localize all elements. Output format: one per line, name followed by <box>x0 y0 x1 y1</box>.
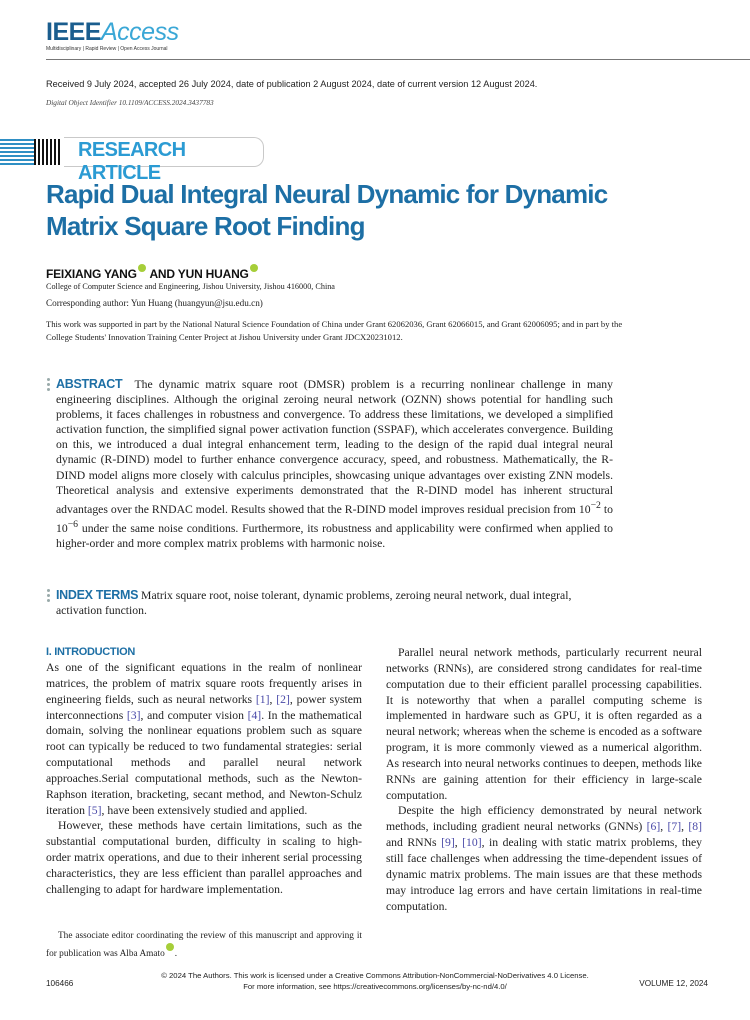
text: , in dealing with static matrix problems, they still face challenges when addressing the time-dependent issues of dynamic matrix problems. The main issues are that these methods may introduce lag errors and have certain limitations in real-time computation. <box>386 836 703 913</box>
license-line: © 2024 The Authors. This work is licensed under a Creative Commons Attribution-NonCommercial-NoDerivatives 4.0 License. <box>161 971 589 980</box>
text: . In the mathematical domain, solving the nonlinear equations problem such as square root can typically be reduced to two fundamental strategies: serial computational methods and parallel neural network approaches.Serial computational methods, such as the Newton-Raphson iteration, bracketing, secant method, and Newton-Schulz iteration <box>46 708 362 817</box>
journal-tagline: Multidisciplinary | Rapid Review | Open Access Journal <box>46 46 168 52</box>
orcid-icon[interactable] <box>250 264 258 272</box>
article-type-label: RESEARCH ARTICLE <box>78 139 186 184</box>
text: , have been extensively studied and applied. <box>101 803 308 817</box>
text: , and computer vision <box>140 708 248 722</box>
index-terms-dots-decoration <box>47 589 50 604</box>
article-type-banner <box>0 137 265 184</box>
citation-link[interactable]: [5] <box>87 803 102 817</box>
header-rule <box>46 59 750 60</box>
page-number: 106466 <box>46 979 74 988</box>
citation-link[interactable]: [7] <box>667 820 682 834</box>
column-right <box>386 645 702 914</box>
author-connector: AND <box>149 267 175 281</box>
text: Despite the high efficiency demonstrated by neural network methods, including gradient neural networks (GNNs) <box>386 804 702 834</box>
index-terms-label: INDEX TERMS <box>56 588 139 602</box>
index-terms-text: Matrix square root, noise tolerant, dynamic problems, zeroing neural network, dual integral, activation function. <box>56 589 572 618</box>
citation-link[interactable]: [8] <box>688 820 703 834</box>
doi[interactable]: Digital Object Identifier 10.1109/ACCESS.2024.3437783 <box>46 98 214 107</box>
citation-link[interactable]: [1] <box>255 692 270 706</box>
abstract-text: The dynamic matrix square root (DMSR) problem is a recurring nonlinear challenge in many engineering disciplines. Although the original zeroing neural network (OZNN) shows potential for handling such problems, it faces challenges in robustness and convergence. To address these limitations, we developed a simplified activation function, the simplified signal power activation function (SSPAF), which accelerates convergence. Building on this, we introduced a dual integral enhancement term, leading to the design of the rapid dual integral neural dynamic (R-DIND) model to further enhance convergence accuracy, speed, and robustness. Mathematically, the R-DIND model aligns more closely with calculus principles, showcasing unique advantages over existing ZNN models. Theoretical analysis and extensive experiments demonstrated that the R-DIND model has inherent structural advantages over the RNDAC model. Results showed that the R-DIND model improves residual precision from 10 <box>56 378 613 516</box>
abstract <box>56 377 613 551</box>
license-notice <box>0 971 750 992</box>
editor-note <box>46 928 362 962</box>
citation-link[interactable]: [2] <box>276 692 290 706</box>
title-line-2: Matrix Square Root Finding <box>46 211 365 241</box>
corresponding-author: Corresponding author: Yun Huang (huangyun@jsu.edu.cn) <box>46 298 263 308</box>
volume-info: VOLUME 12, 2024 <box>639 979 708 988</box>
orcid-icon[interactable] <box>138 264 146 272</box>
funding-statement: This work was supported in part by the National Natural Science Foundation of China under Grant 62062036, Grant 62066015, and Grant 62006095; and in part by the College Students' Innovation Training Center Project at Jishou University under Grant JDCX20231012. <box>46 319 623 342</box>
text: and RNNs <box>386 836 442 850</box>
citation-link[interactable]: [6] <box>646 820 661 834</box>
orcid-icon[interactable] <box>166 943 174 951</box>
citation-link[interactable]: [3] <box>126 708 141 722</box>
banner-bars-decoration <box>34 139 62 165</box>
journal-logo <box>46 18 179 52</box>
exponent: −6 <box>67 518 79 530</box>
title-line-1: Rapid Dual Integral Neural Dynamic for Dynamic <box>46 179 608 209</box>
received-dates: Received 9 July 2024, accepted 26 July 2024, date of publication 2 August 2024, date of current version 12 August 2024. <box>46 79 538 89</box>
section-heading: I. INTRODUCTION <box>46 646 135 658</box>
affiliation: College of Computer Science and Engineering, Jishou University, Jishou 416000, China <box>46 282 335 291</box>
logo-ieee: IEEE <box>46 18 101 46</box>
abstract-text: under the same noise conditions. Furthermore, its robustness and applicability were confirmed when applied to higher-order and more complex matrix problems with harmonic noise. <box>56 521 613 550</box>
editor-note-text: The associate editor coordinating the review of this manuscript and approving it for publication was Alba Amato <box>46 931 362 960</box>
citation-link[interactable]: [4] <box>247 708 262 722</box>
abstract-dots-decoration <box>47 378 50 393</box>
abstract-label: ABSTRACT <box>56 377 123 391</box>
citation-link[interactable]: [10] <box>462 836 482 850</box>
paragraph: However, these methods have certain limitations, such as the substantial computational burden, difficulty in scaling to high-order matrix operations, and due to their inherent serial processing characteristics, they are less efficient than parallel approaches and challenging to adapt for hardware implementation. <box>46 819 362 896</box>
author-name[interactable]: YUN HUANG <box>177 267 249 281</box>
text: . <box>174 949 178 960</box>
paragraph: Parallel neural network methods, particularly recurrent neural networks (RNNs), are considered strong candidates for real-time computation due to their efficient parallel processing capabilities. It is noteworthy that when a parallel computing scheme is implemented in hardware such as GPU, it is often regarded as a neural network; whereas when the scheme is encoded as a software program, it is more commonly viewed as a numerical algorithm. As research into neural networks continues to deepen, methods like RNNs are gaining attention for their efficiency in large-scale computation. <box>386 646 702 802</box>
text: , power system interconnections <box>46 692 363 722</box>
exponent: −2 <box>590 499 601 511</box>
banner-stripes-decoration <box>0 139 34 165</box>
paper-title <box>46 178 646 242</box>
citation-link[interactable]: [9] <box>441 836 455 850</box>
license-link[interactable]: For more information, see https://creativecommons.org/licenses/by-nc-nd/4.0/ <box>243 981 507 991</box>
index-terms <box>56 588 613 618</box>
author-list <box>46 265 259 281</box>
text: As one of the significant equations in the realm of nonlinear matrices, the problem of matrix square roots frequently arises in engineering fields, such as neural networks <box>46 661 362 706</box>
author-name[interactable]: FEIXIANG YANG <box>46 267 137 281</box>
paragraph: Despite the high efficiency demonstrated by neural network methods, including gradient neural networks (GNNs) [6], [7], [8] and RNNs [9], [10], in dealing with static matrix problems, they still face challenges when addressing the time-dependent issues of dynamic matrix problems. The main issues are that these methods may introduce lag errors and have certain limitations in real-time computation. <box>386 804 703 913</box>
column-left <box>46 645 362 898</box>
logo-access: Access <box>100 18 179 46</box>
paragraph: As one of the significant equations in the realm of nonlinear matrices, the problem of matrix square roots frequently arises in engineering fields, such as neural networks [1], [2], power system interconnections [3], and computer vision [4]. In the mathematical domain, solving the nonlinear equations problem such as square root can typically be reduced to two fundamental strategies: serial computational methods and parallel neural network approaches.Serial computational methods, such as the Newton-Raphson iteration, bracketing, secant method, and Newton-Schulz iteration [5], have been extensively studied and applied. <box>46 661 363 817</box>
abstract-text: to 10 <box>56 502 614 535</box>
